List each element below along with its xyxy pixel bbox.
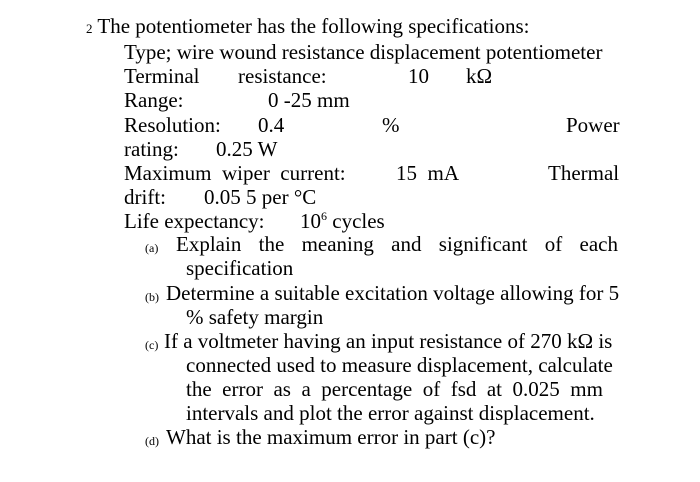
spec-life-value: [300, 209, 385, 233]
question-header: [86, 14, 530, 41]
spec-thermal-label-2: drift:: [124, 185, 166, 209]
part-d-line-1: What is the maximum error in part (c)?: [166, 425, 496, 449]
part-b-line-1: Determine a suitable excitation voltage allowing for 5: [166, 281, 620, 305]
spec-resistance-value: 10: [408, 64, 429, 88]
spec-power-label-2: rating:: [124, 137, 179, 161]
spec-resistance-label: resistance:: [238, 64, 327, 88]
spec-resolution-value: 0.4: [258, 113, 285, 137]
spec-resistance-unit: kΩ: [466, 64, 493, 88]
life-base: 10: [300, 209, 321, 233]
spec-wiper-value: 15 mA: [396, 161, 459, 185]
part-c-line-4: intervals and plot the error against displacement.: [186, 401, 595, 425]
spec-wiper-label: Maximum wiper current:: [124, 161, 346, 185]
spec-resolution-unit: %: [382, 113, 400, 137]
spec-thermal-label-1: Thermal: [548, 161, 620, 185]
question-number: 2: [86, 21, 93, 36]
part-a-label: (a): [145, 241, 159, 255]
spec-thermal-value: 0.05 5 per °C: [204, 185, 317, 209]
spec-type: Type; wire wound resistance displacement potentiometer: [124, 40, 603, 64]
part-a-line-2: specification: [186, 256, 294, 280]
life-exponent: 6: [321, 209, 327, 223]
spec-life-label: Life expectancy:: [124, 209, 265, 233]
spec-range-value: 0 -25 mm: [268, 88, 350, 112]
part-b-label: (b): [145, 290, 159, 304]
part-b-line-2: % safety margin: [186, 305, 324, 329]
spec-resolution-label: Resolution:: [124, 113, 221, 137]
part-c-line-1: If a voltmeter having an input resistance of 270 kΩ is: [164, 329, 613, 353]
spec-terminal-label: Terminal: [124, 64, 200, 88]
part-d-label: (d): [145, 434, 159, 448]
spec-range-label: Range:: [124, 88, 184, 112]
part-a-line-1: Explain the meaning and significant of each: [176, 232, 618, 256]
part-c-line-3: the error as a percentage of fsd at 0.025 mm: [186, 377, 603, 401]
spec-power-label-1: Power: [566, 113, 620, 137]
part-c-label: (c): [145, 338, 159, 352]
question-intro: The potentiometer has the following specifications:: [97, 14, 530, 38]
part-c-line-2: connected used to measure displacement, calculate: [186, 353, 613, 377]
spec-power-value: 0.25 W: [216, 137, 278, 161]
life-unit: cycles: [332, 209, 385, 233]
